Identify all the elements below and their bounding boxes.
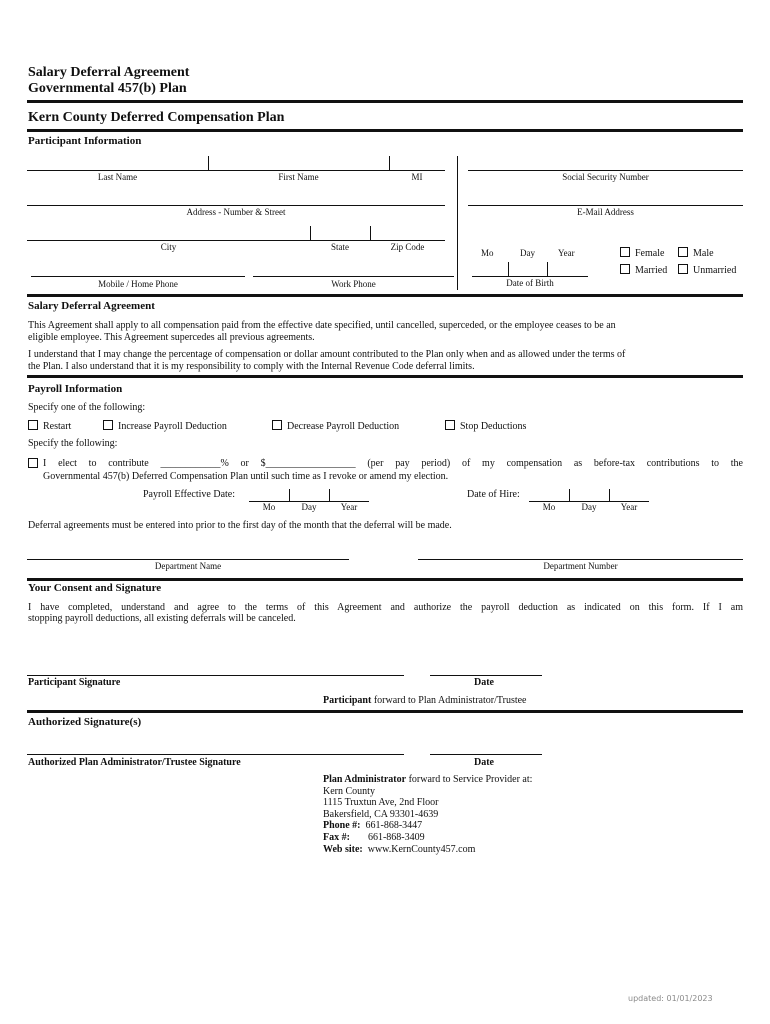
address-field-line[interactable] bbox=[27, 205, 445, 206]
admin-bold: Plan Administrator bbox=[323, 774, 407, 785]
fax-line bbox=[323, 832, 532, 844]
work-phone-line[interactable] bbox=[253, 276, 454, 277]
field-tick bbox=[508, 262, 509, 276]
field-tick bbox=[370, 226, 371, 240]
divider bbox=[27, 375, 743, 378]
web-value[interactable]: www.KernCounty457.com bbox=[367, 843, 476, 855]
dob-day-label: Day bbox=[520, 248, 535, 258]
agreement-text-line: This Agreement shall apply to all compensation paid from the effective date specified, until cancelled, superceded, or the employee ceases to be an bbox=[28, 320, 616, 331]
elect-checkbox[interactable] bbox=[28, 458, 43, 470]
section-heading-authorized: Authorized Signature(s) bbox=[28, 716, 142, 728]
effective-year-label: Year bbox=[340, 502, 358, 512]
zip-label: Zip Code bbox=[390, 242, 425, 252]
date-of-hire-label: Date of Hire: bbox=[467, 489, 520, 500]
agreement-text-line: the Plan. I also understand that it is my responsibility to comply with the Internal Revenue Code deferral limits. bbox=[28, 361, 475, 372]
email-field-line[interactable] bbox=[468, 205, 743, 206]
web-line bbox=[323, 844, 532, 856]
consent-text-line2: stopping payroll deductions, all existing deferrals will be canceled. bbox=[28, 613, 296, 624]
specify-one-label: Specify one of the following: bbox=[28, 402, 146, 413]
divider bbox=[27, 294, 743, 297]
field-tick bbox=[289, 489, 290, 501]
deferral-note: Deferral agreements must be entered into prior to the first day of the month that the deferral will be made. bbox=[28, 520, 452, 531]
city-state-zip-line[interactable] bbox=[27, 240, 445, 241]
dept-number-line[interactable] bbox=[418, 559, 743, 560]
elect-text-line2: Governmental 457(b) Deferred Compensation Plan until such time as I revoke or amend my election. bbox=[43, 471, 449, 482]
dept-number-label: Department Number bbox=[543, 561, 618, 571]
effective-date-label: Payroll Effective Date: bbox=[143, 489, 236, 500]
participant-forward-note bbox=[323, 695, 527, 706]
dept-name-line[interactable] bbox=[27, 559, 349, 560]
form-title: Salary Deferral Agreement bbox=[28, 65, 190, 80]
dob-label: Date of Birth bbox=[506, 278, 554, 288]
fax-value: 661-868-3409 bbox=[367, 831, 425, 843]
section-heading-agreement: Salary Deferral Agreement bbox=[28, 300, 155, 312]
field-tick bbox=[547, 262, 548, 276]
male-label: Male bbox=[693, 248, 714, 259]
authorized-date-line[interactable] bbox=[430, 754, 542, 755]
divider bbox=[27, 710, 743, 713]
participant-date-label: Date bbox=[474, 677, 494, 688]
admin-text: forward to Service Provider at: bbox=[406, 774, 533, 785]
increase-checkbox[interactable] bbox=[103, 420, 227, 432]
mobile-phone-line[interactable] bbox=[31, 276, 245, 277]
checkbox-icon bbox=[445, 420, 455, 430]
dob-year-label: Year bbox=[558, 248, 575, 258]
phone-label: Phone #: bbox=[323, 820, 361, 832]
admin-forward-note bbox=[323, 774, 532, 786]
married-checkbox[interactable] bbox=[620, 264, 667, 276]
male-checkbox[interactable] bbox=[678, 247, 714, 259]
restart-checkbox[interactable] bbox=[28, 420, 71, 432]
state-label: State bbox=[331, 242, 349, 252]
updated-date: updated: 01/01/2023 bbox=[628, 994, 713, 1003]
field-tick bbox=[208, 156, 209, 170]
address-line: Kern County bbox=[323, 785, 375, 797]
hire-year-label: Year bbox=[620, 502, 638, 512]
plan-name: Kern County Deferred Compensation Plan bbox=[28, 110, 285, 125]
agreement-text-2 bbox=[28, 349, 625, 373]
hire-mo-label: Mo bbox=[542, 502, 556, 512]
field-tick bbox=[569, 489, 570, 501]
column-separator bbox=[457, 156, 458, 290]
city-label: City bbox=[160, 242, 177, 252]
divider bbox=[27, 578, 743, 581]
service-provider-block bbox=[323, 774, 532, 855]
authorized-signature-line[interactable] bbox=[27, 754, 404, 755]
authorized-date-label: Date bbox=[474, 757, 494, 768]
checkbox-icon bbox=[28, 458, 38, 468]
specify-label: Specify the following: bbox=[28, 438, 118, 449]
increase-label: Increase Payroll Deduction bbox=[118, 421, 227, 432]
participant-signature-line[interactable] bbox=[27, 675, 404, 676]
consent-text-line1: I have completed, understand and agree to the terms of this Agreement and authorize the payroll deduction as indicated on this form. If I am bbox=[28, 602, 743, 613]
section-heading-consent: Your Consent and Signature bbox=[28, 582, 162, 594]
effective-day-label: Day bbox=[301, 502, 317, 512]
agreement-text-1 bbox=[28, 320, 616, 344]
stop-label: Stop Deductions bbox=[460, 421, 527, 432]
web-label: Web site: bbox=[323, 843, 363, 855]
phone-line bbox=[323, 820, 532, 832]
female-checkbox[interactable] bbox=[620, 247, 664, 259]
restart-label: Restart bbox=[43, 421, 72, 432]
married-label: Married bbox=[635, 265, 668, 276]
forward-note-text: forward to Plan Administrator/Trustee bbox=[371, 695, 527, 706]
form-subtitle: Governmental 457(b) Plan bbox=[28, 81, 187, 96]
section-heading-participant: Participant Information bbox=[28, 135, 142, 147]
checkbox-icon bbox=[272, 420, 282, 430]
participant-date-line[interactable] bbox=[430, 675, 542, 676]
phone-value: 661-868-3447 bbox=[365, 820, 423, 832]
unmarried-label: Unmarried bbox=[693, 265, 737, 276]
field-tick bbox=[609, 489, 610, 501]
mi-label: MI bbox=[411, 172, 423, 182]
divider bbox=[27, 129, 743, 132]
checkbox-icon bbox=[620, 247, 630, 257]
checkbox-icon bbox=[620, 264, 630, 274]
first-name-label: First Name bbox=[278, 172, 319, 182]
dob-mo-label: Mo bbox=[481, 248, 494, 258]
field-tick bbox=[389, 156, 390, 170]
section-heading-payroll: Payroll Information bbox=[28, 383, 123, 395]
unmarried-checkbox[interactable] bbox=[678, 264, 736, 276]
agreement-text-line: I understand that I may change the percentage of compensation or dollar amount contributed to the Plan only when and as allowed under the terms of bbox=[28, 349, 626, 360]
work-phone-label: Work Phone bbox=[331, 279, 376, 289]
stop-checkbox[interactable] bbox=[445, 420, 526, 432]
decrease-label: Decrease Payroll Deduction bbox=[287, 421, 400, 432]
email-label: E-Mail Address bbox=[577, 207, 634, 217]
checkbox-icon bbox=[678, 247, 688, 257]
mobile-phone-label: Mobile / Home Phone bbox=[98, 279, 178, 289]
address-line: 1115 Truxtun Ave, 2nd Floor bbox=[323, 797, 439, 809]
fax-label: Fax #: bbox=[323, 831, 350, 843]
checkbox-icon bbox=[103, 420, 113, 430]
ssn-label: Social Security Number bbox=[562, 172, 649, 182]
checkbox-icon bbox=[28, 420, 38, 430]
checkbox-icon bbox=[678, 264, 688, 274]
dept-name-label: Department Name bbox=[154, 561, 222, 571]
ssn-field-line[interactable] bbox=[468, 170, 743, 171]
divider bbox=[27, 100, 743, 103]
elect-text-line1: I elect to contribute ____________% or $__________________ (per pay period) of my compensation as before-tax contributions to the bbox=[43, 458, 743, 469]
name-field-line[interactable] bbox=[27, 170, 445, 171]
address-line: Bakersfield, CA 93301-4639 bbox=[323, 808, 439, 820]
dob-field-line[interactable] bbox=[472, 276, 588, 277]
female-label: Female bbox=[635, 248, 665, 259]
hire-day-label: Day bbox=[581, 502, 597, 512]
field-tick bbox=[329, 489, 330, 501]
forward-note-bold: Participant bbox=[323, 695, 372, 706]
agreement-text-line: eligible employee. This Agreement supercedes all previous agreements. bbox=[28, 332, 315, 343]
decrease-checkbox[interactable] bbox=[272, 420, 399, 432]
effective-mo-label: Mo bbox=[262, 502, 276, 512]
last-name-label: Last Name bbox=[97, 172, 138, 182]
address-label: Address - Number & Street bbox=[186, 207, 286, 217]
field-tick bbox=[310, 226, 311, 240]
participant-signature-label: Participant Signature bbox=[28, 677, 121, 688]
authorized-signature-label: Authorized Plan Administrator/Trustee Signature bbox=[28, 757, 241, 768]
